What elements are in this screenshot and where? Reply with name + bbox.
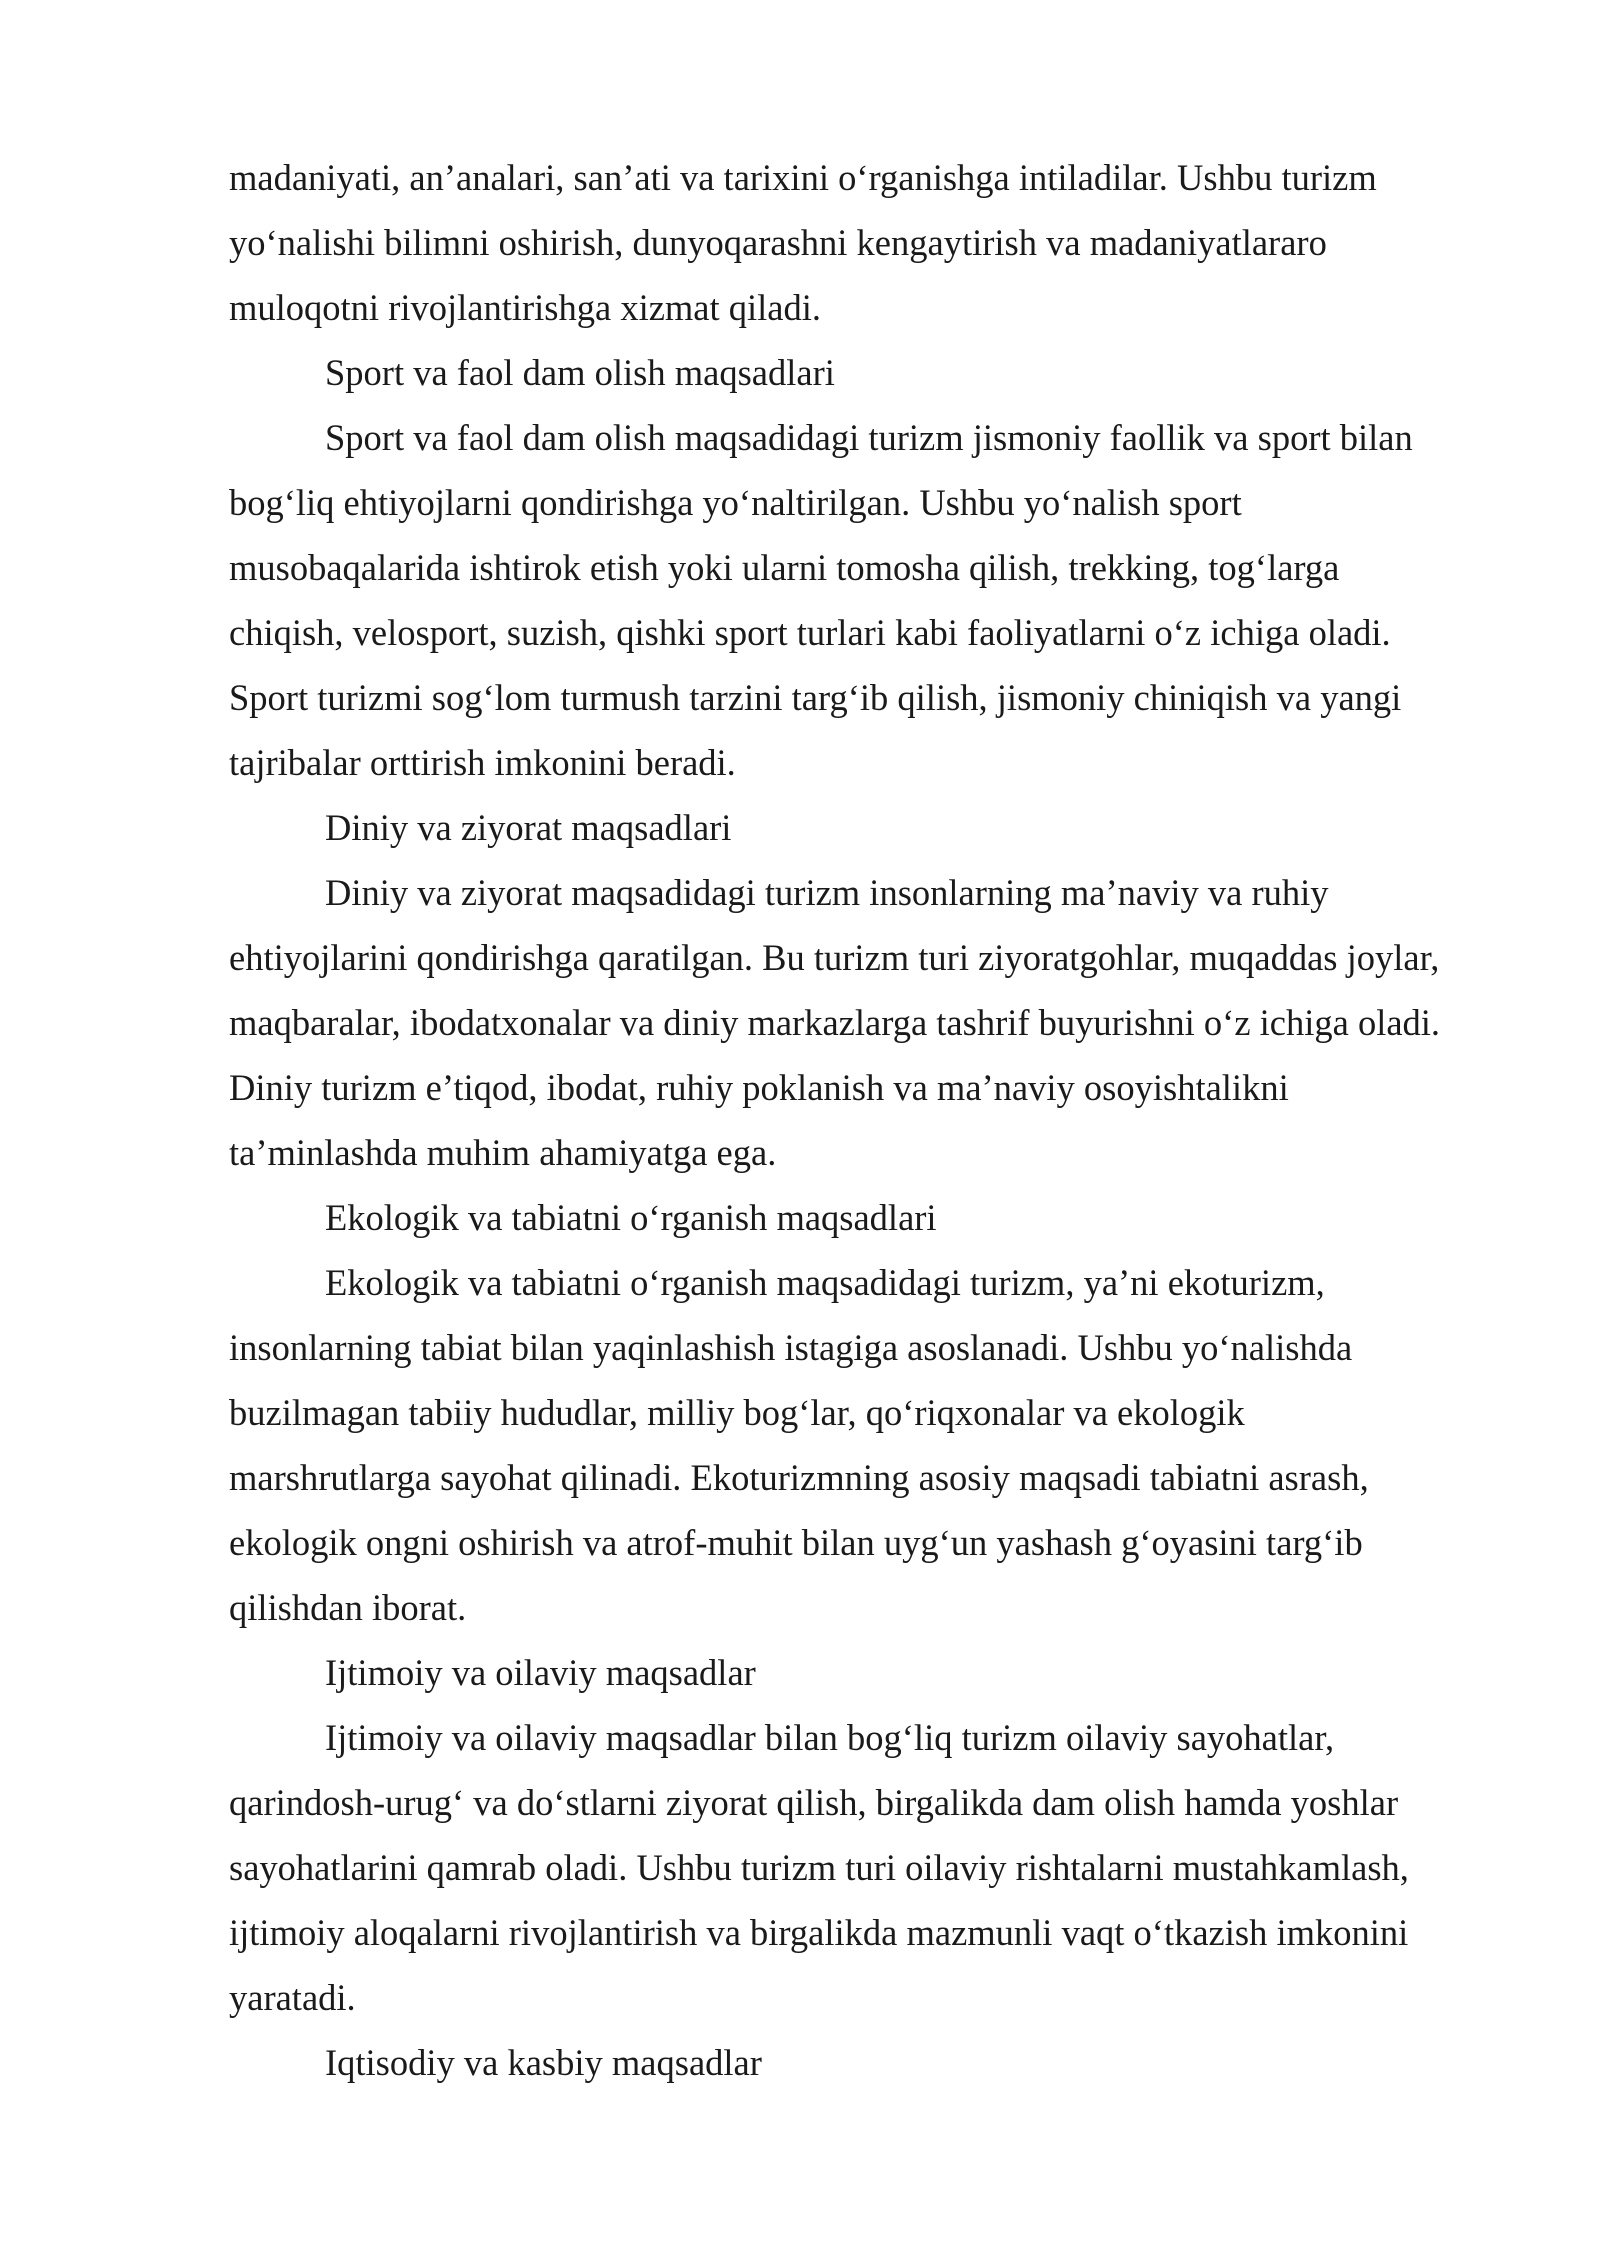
text-line: bog‘liq ehtiyojlarni qondirishga yo‘naltirilgan. Ushbu yo‘nalish sport (229, 482, 1242, 523)
section-heading: Ijtimoiy va oilaviy maqsadlar (325, 1652, 756, 1693)
text-line: yo‘nalishi bilimni oshirish, dunyoqarashni kengaytirish va madaniyatlararo (229, 222, 1327, 263)
text-line: yaratadi. (229, 1977, 356, 2018)
text-line: buzilmagan tabiiy hududlar, milliy bog‘lar, qo‘riqxonalar va ekologik (229, 1392, 1245, 1433)
text-line: madaniyati, an’analari, san’ati va tarixini o‘rganishga intiladilar. Ushbu turizm (229, 157, 1377, 198)
section-heading: Sport va faol dam olish maqsadlari (325, 352, 835, 393)
text-line: sayohatlarini qamrab oladi. Ushbu turizm turi oilaviy rishtalarni mustahkamlash, (229, 1847, 1409, 1888)
text-line: marshrutlarga sayohat qilinadi. Ekoturizmning asosiy maqsadi tabiatni asrash, (229, 1457, 1369, 1498)
text-line: ehtiyojlarini qondirishga qaratilgan. Bu turizm turi ziyoratgohlar, muqaddas joylar, (229, 937, 1440, 978)
text-line: qarindosh-urug‘ va do‘stlarni ziyorat qilish, birgalikda dam olish hamda yoshlar (229, 1782, 1399, 1823)
section-heading: Iqtisodiy va kasbiy maqsadlar (325, 2042, 762, 2083)
text-line: qilishdan iborat. (229, 1587, 467, 1628)
text-line: musobaqalarida ishtirok etish yoki ularni tomosha qilish, trekking, tog‘larga (229, 547, 1340, 588)
text-line: ijtimoiy aloqalarni rivojlantirish va birgalikda mazmunli vaqt o‘tkazish imkonini (229, 1912, 1409, 1953)
text-line: ekologik ongni oshirish va atrof-muhit bilan uyg‘un yashash g‘oyasini targ‘ib (229, 1522, 1363, 1563)
text-line: maqbaralar, ibodatxonalar va diniy markazlarga tashrif buyurishni o‘z ichiga oladi. (229, 1002, 1441, 1043)
text-line: Diniy turizm e’tiqod, ibodat, ruhiy poklanish va ma’naviy osoyishtalikni (229, 1067, 1289, 1108)
text-line: Sport va faol dam olish maqsadidagi turizm jismoniy faollik va sport bilan (325, 417, 1413, 458)
text-line: Ijtimoiy va oilaviy maqsadlar bilan bog‘liq turizm oilaviy sayohatlar, (325, 1717, 1335, 1758)
section-heading: Ekologik va tabiatni o‘rganish maqsadlari (325, 1197, 937, 1238)
text-line: Diniy va ziyorat maqsadidagi turizm insonlarning ma’naviy va ruhiy (325, 872, 1329, 913)
text-line: tajribalar orttirish imkonini beradi. (229, 742, 736, 783)
section-heading: Diniy va ziyorat maqsadlari (325, 807, 732, 848)
text-line: muloqotni rivojlantirishga xizmat qiladi. (229, 287, 822, 328)
text-line: Ekologik va tabiatni o‘rganish maqsadidagi turizm, ya’ni ekoturizm, (325, 1262, 1325, 1303)
text-line: chiqish, velosport, suzish, qishki sport turlari kabi faoliyatlarni o‘z ichiga oladi. (229, 612, 1391, 653)
text-line: insonlarning tabiat bilan yaqinlashish istagiga asoslanadi. Ushbu yo‘nalishda (229, 1327, 1353, 1368)
text-line: Sport turizmi sog‘lom turmush tarzini targ‘ib qilish, jismoniy chiniqish va yangi (229, 677, 1402, 718)
text-line: ta’minlashda muhim ahamiyatga ega. (229, 1132, 777, 1173)
document-page (229, 145, 1489, 2095)
